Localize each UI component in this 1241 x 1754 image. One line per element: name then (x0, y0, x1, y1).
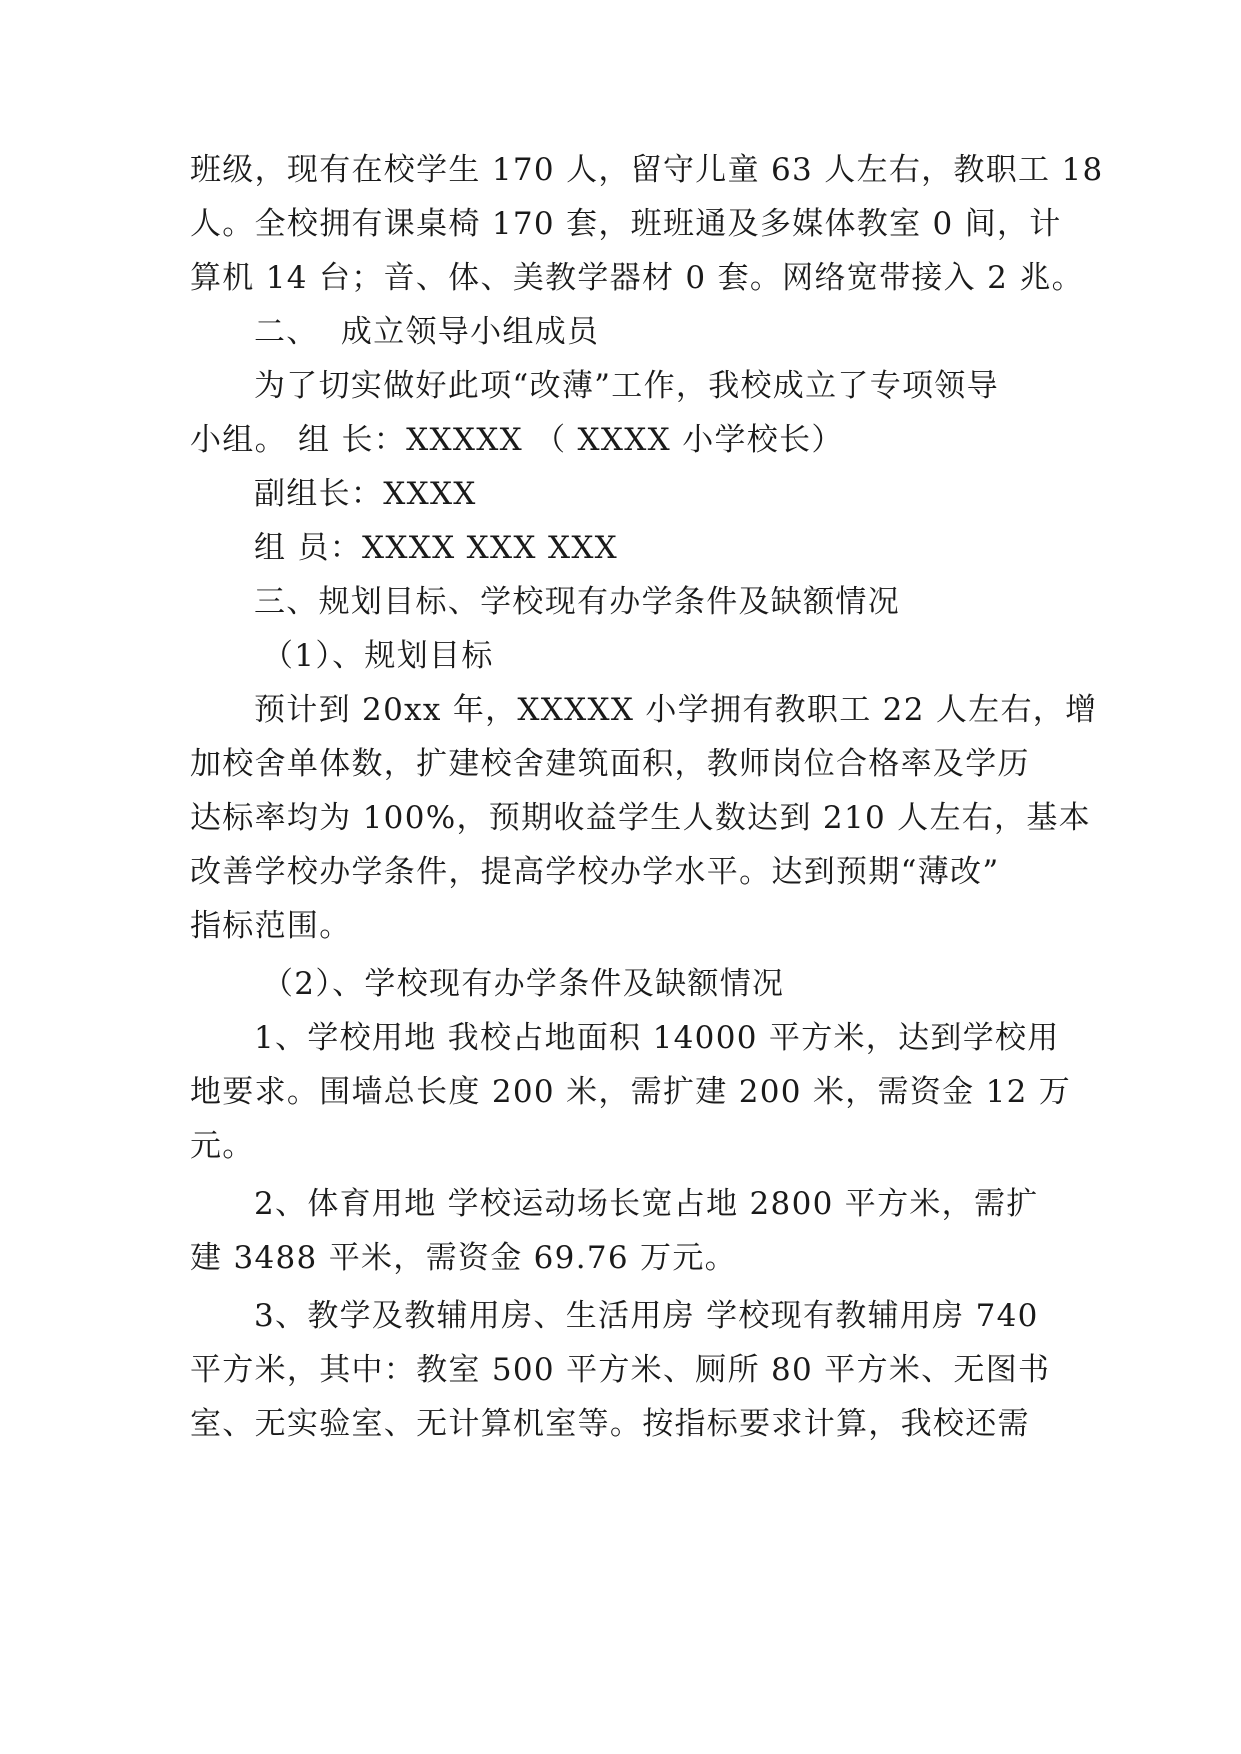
paragraph-line: 班级，现有在校学生 170 人，留守儿童 63 人左右，教职工 18 (190, 152, 1104, 188)
paragraph-line: 3、教学及教辅用房、生活用房 学校现有教辅用房 740 (254, 1298, 1039, 1334)
paragraph-line: 副组长：XXXX (254, 476, 477, 512)
subsection-heading: （1）、规划目标 (262, 638, 494, 674)
paragraph-line: 改善学校办学条件，提高学校办学水平。达到预期“薄改” (190, 854, 1000, 890)
paragraph-line: 算机 14 台；音、体、美教学器材 0 套。网络宽带接入 2 兆。 (190, 260, 1084, 296)
subsection-heading: （2）、学校现有办学条件及缺额情况 (262, 966, 785, 1002)
section-heading: 三、规划目标、学校现有办学条件及缺额情况 (254, 584, 900, 620)
paragraph-line: 地要求。围墙总长度 200 米，需扩建 200 米，需资金 12 万 (190, 1074, 1072, 1110)
paragraph-line: 加校舍单体数，扩建校舍建筑面积，教师岗位合格率及学历 (190, 746, 1030, 782)
paragraph-line: 小组。 组 长：XXXXX （ XXXX 小学校长） (190, 422, 844, 458)
paragraph-line: 人。全校拥有课桌椅 170 套，班班通及多媒体教室 0 间，计 (190, 206, 1062, 242)
paragraph-line: 预计到 20xx 年，XXXXX 小学拥有教职工 22 人左右，增 (254, 692, 1098, 728)
paragraph-line: 1、学校用地 我校占地面积 14000 平方米，达到学校用 (254, 1020, 1060, 1056)
paragraph-line: 建 3488 平米，需资金 69.76 万元。 (190, 1240, 737, 1276)
paragraph-line: 达标率均为 100%，预期收益学生人数达到 210 人左右，基本 (190, 800, 1091, 836)
paragraph-line: 元。 (190, 1128, 255, 1164)
paragraph-line: 2、体育用地 学校运动场长宽占地 2800 平方米，需扩 (254, 1186, 1039, 1222)
paragraph-line: 组 员：XXXX XXX XXX (254, 530, 619, 566)
section-heading: 二、 成立领导小组成员 (254, 314, 600, 350)
paragraph-line: 室、无实验室、无计算机室等。按指标要求计算，我校还需 (190, 1406, 1030, 1442)
paragraph-line: 为了切实做好此项“改薄”工作，我校成立了专项领导 (254, 368, 999, 404)
paragraph-line: 平方米，其中：教室 500 平方米、厕所 80 平方米、无图书 (190, 1352, 1051, 1388)
paragraph-line: 指标范围。 (190, 908, 352, 944)
